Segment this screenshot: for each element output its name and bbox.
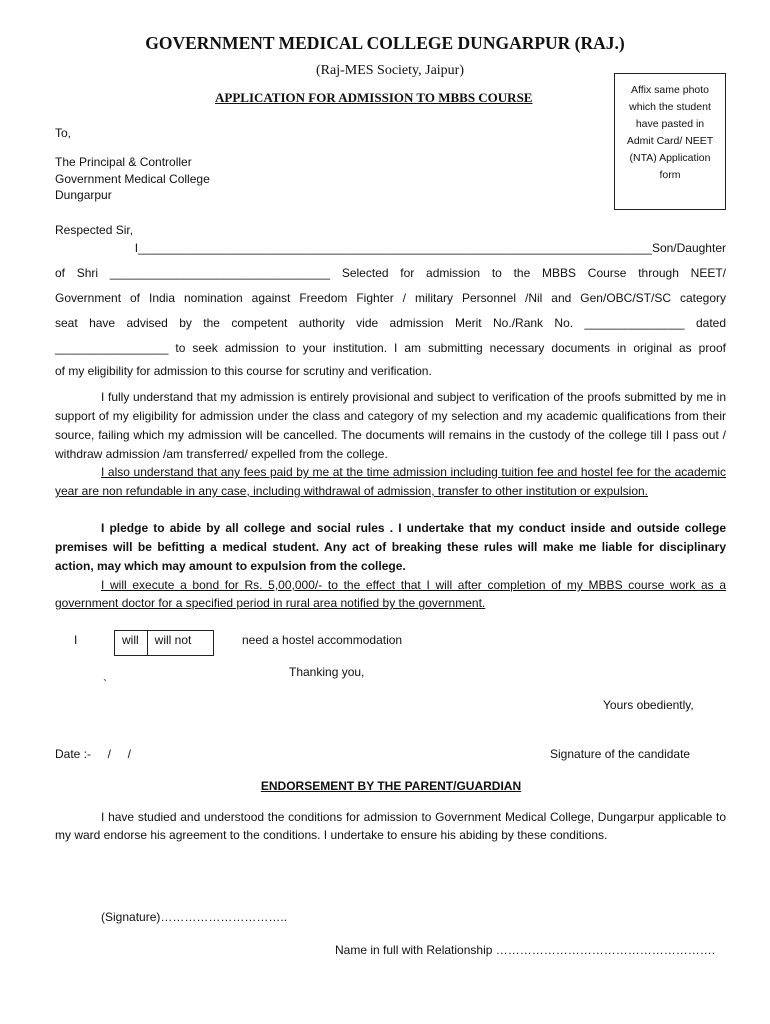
date-field[interactable]: Date :- / / [55,747,132,761]
paragraph-pledge: I pledge to abide by all college and social rules . I undertake that my conduct inside and outside college premises will be befitting a medical student. Any act of breaking these rules will make me liable for disciplinary action, may which may amount to expulsion from the college. [55,521,726,573]
photo-box-line: which the student [629,101,711,113]
page-title: GOVERNMENT MEDICAL COLLEGE DUNGARPUR (RAJ.) [145,33,625,53]
stray-mark: ` [103,677,107,691]
hostel-option-will[interactable]: will [115,631,148,656]
body-line: of Shri _________________________________ Selected for admission to the MBBS Course through NEET/ [55,266,726,280]
parent-signature-line[interactable]: (Signature)………………………….. [101,910,288,924]
yours-obediently: Yours obediently, [603,698,694,712]
body-line: of my eligibility for admission to this course for scrutiny and verification. [55,364,432,378]
paragraph-provisional: I fully understand that my admission is entirely provisional and subject to verification of the proofs submitted by me in support of my eligibility for admission under the class and category of my selection and my academic qualifications from their source, failing which my admission will be cancelled. The documents will remains in the custody of the college till I pass out / withdraw admission /am transferred/ expelled from the college. [55,390,726,461]
candidate-signature-label: Signature of the candidate [550,747,691,761]
address-line: Government Medical College [55,172,210,186]
photo-box-line: Affix same photo [630,84,710,96]
photo-box-line: have pasted in [635,118,705,130]
photo-box-line: Admit Card/ NEET [626,135,714,147]
name-with-relationship-line[interactable]: Name in full with Relationship ………………………………………………. [335,943,716,957]
salutation: Respected Sir, [55,223,134,237]
paragraph-fees: I also understand that any fees paid by me at the time admission including tuition fee and hostel fee for the academic year are non refundable in any case, including withdrawal of admission, transfer to other institution or expulsion. [55,465,726,498]
photo-box [614,73,726,210]
hostel-option-will-not[interactable]: will not [147,631,214,656]
hostel-suffix: need a hostel accommodation [242,633,403,647]
hostel-prefix: I [74,633,78,647]
photo-box-line: (NTA) Application [629,152,711,164]
endorsement-title: ENDORSEMENT BY THE PARENT/GUARDIAN [260,779,522,793]
photo-box-line: form [659,169,681,181]
address-line: The Principal & Controller [55,155,192,169]
hostel-choice-table [114,630,214,656]
body-line: Government of India nomination against Freedom Fighter / military Personnel /Nil and Gen/OBC/ST/SC category [55,291,726,305]
paragraph-bond: I will execute a bond for Rs. 5,00,000/- to the effect that I will after completion of my MBBS course work as a government doctor for a specified period in rural area notified by the government. [55,578,726,610]
page-subtitle: (Raj-MES Society, Jaipur) [315,63,464,78]
endorsement-text: I have studied and understood the conditions for admission to Government Medical College, Dungarpur applicable to my ward endorse his agreement to the conditions. I undertake to ensure his abiding by these conditions. [55,810,726,842]
thanking-text: Thanking you, [289,665,365,679]
name-fill-line: I_____________________________________________________________________________Son/Daughter [134,241,726,255]
application-title: APPLICATION FOR ADMISSION TO MBBS COURSE [215,90,533,105]
address-line: Dungarpur [55,188,112,202]
body-line: seat have advised by the competent authority vide admission Merit No./Rank No. _______________ dated [55,316,726,330]
address-to: To, [55,126,72,140]
body-line: _________________ to seek admission to your institution. I am submitting necessary documents in original as proof [55,341,726,355]
